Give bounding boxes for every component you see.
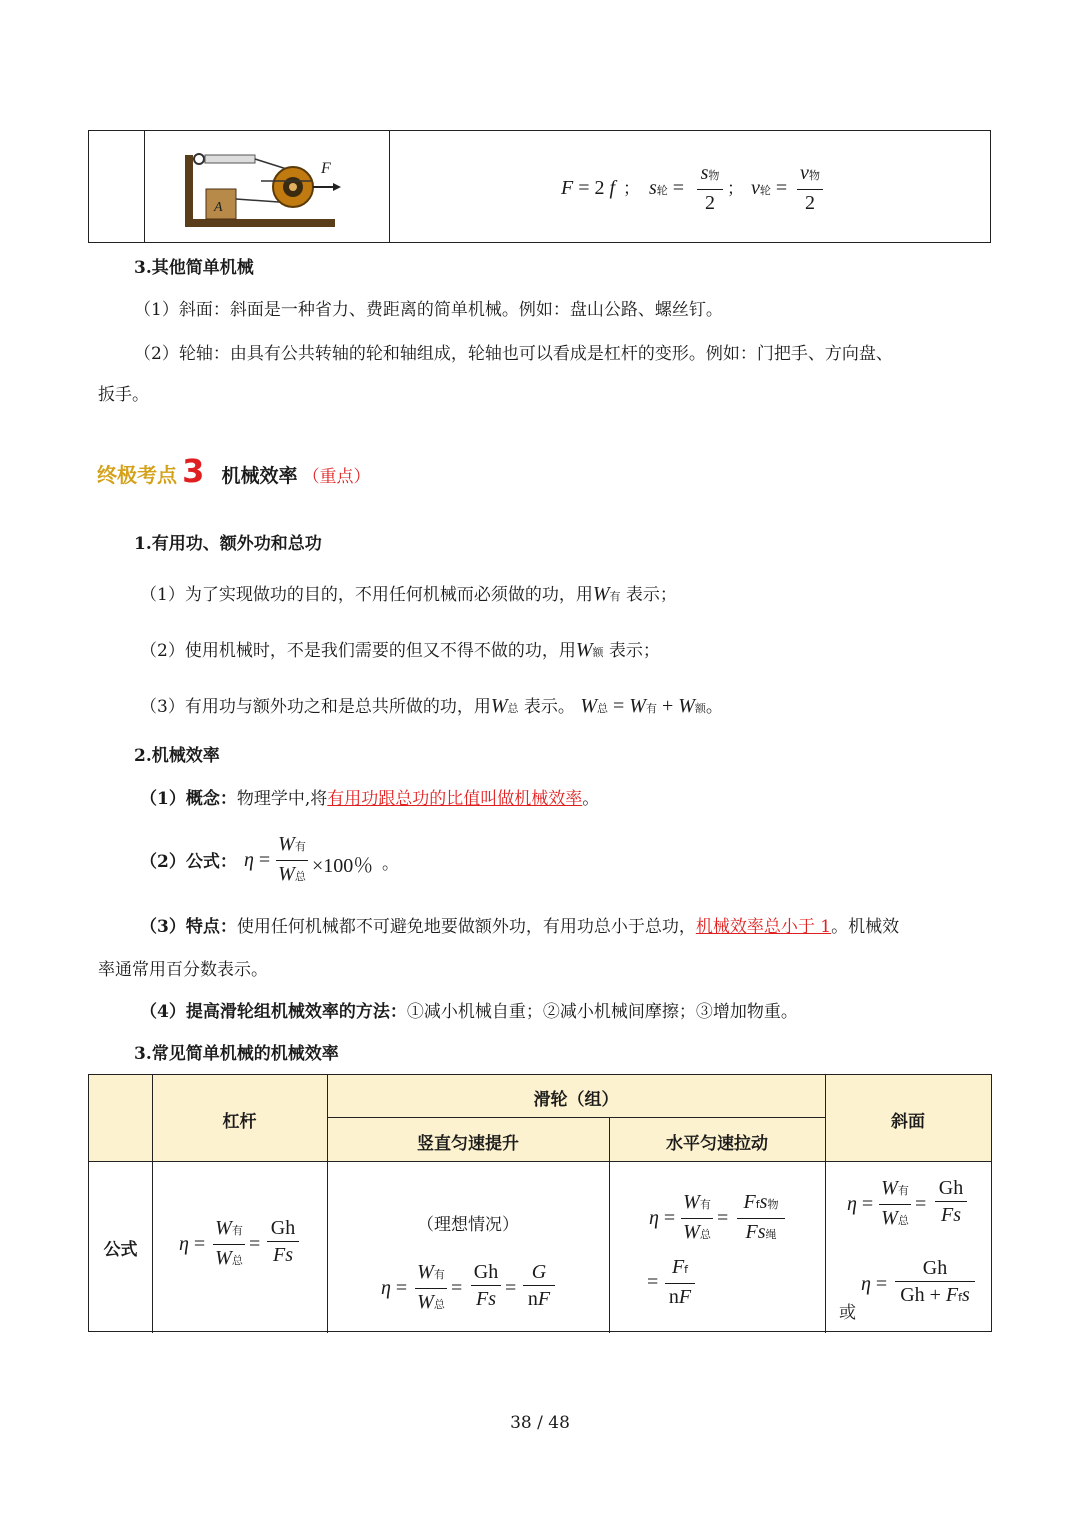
ideal-note: （理想情况） <box>417 1215 519 1235</box>
wheel-axle-item: （2）轮轴：由具有公共转轴的轮和轴组成，轮轴也可以看成是杠杆的变形。例如：门把手、方向盘、 <box>134 344 893 364</box>
formula-label: （2）公式： <box>140 852 237 872</box>
concept-line: （1）概念：物理学中,将有用功跟总功的比值叫做机械效率。 <box>140 789 600 809</box>
force-label: F <box>321 160 331 177</box>
section-title-other: 3.其他简单机械 <box>134 258 254 278</box>
total-work-item: （3）有用功与额外功之和是总共所做的功，用W总 表示。 W总 = W有 + W额。 <box>140 695 723 717</box>
common-title: 3.常见简单机械的机械效率 <box>134 1044 339 1064</box>
efficiency-table: 杠杆 滑轮（组） 竖直匀速提升 水平匀速拉动 斜面 公式 η = W有 W总 = Gh Fs （理想情况） η = W有 W总 = Gh Fs = G nF η = W有 W总 = Ffs物 Fs绳 = Ff nF η = W有 W总 = Gh Fs η = Gh Gh + Ffs 或 <box>88 1074 992 1332</box>
efficiency-title: 2.机械效率 <box>134 746 220 766</box>
feature-line-cont: 率通常用百分数表示。 <box>98 960 268 980</box>
improve-line: （4）提高滑轮组机械效率的方法：①减小机械自重；②减小机械间摩擦；③增加物重。 <box>140 1002 798 1022</box>
block-label: A <box>214 200 223 215</box>
useful-work-item: （1）为了实现做功的目的，不用任何机械而必须做的功，用W有 表示； <box>140 583 677 605</box>
vertical-formula: η = <box>381 1277 408 1299</box>
horizontal-formula: η = <box>649 1207 676 1229</box>
header-pulley: 滑轮（组） <box>533 1090 619 1110</box>
horizontal-pulley-figure <box>181 151 341 231</box>
row-label-formula: 公式 <box>103 1240 138 1260</box>
heading-brand: 终极考点 <box>97 463 177 487</box>
wheel-axle-item-cont: 扳手。 <box>98 385 149 405</box>
extra-work-item: （2）使用机械时，不是我们需要的但又不得不做的功，用W额 表示； <box>140 639 660 661</box>
pulley-table-fragment: A F F = 2 f ； s轮 = s物 2 ； v轮 = v物 2 <box>88 130 991 243</box>
heading-note: （重点） <box>302 467 371 487</box>
page-number: 38 / 48 <box>510 1413 570 1433</box>
heading-number: 3 <box>182 452 205 490</box>
header-incline: 斜面 <box>891 1112 925 1132</box>
efficiency-formula: η = <box>244 849 271 871</box>
feature-line: （3）特点：使用任何机械都不可避免地要做额外功，有用功总小于总功，机械效率总小于 1。机械效 <box>140 917 900 937</box>
top-formula: F = 2 f <box>561 177 616 199</box>
heading-title: 机械效率 <box>221 465 298 487</box>
header-vertical: 竖直匀速提升 <box>417 1134 519 1154</box>
header-lever: 杠杆 <box>222 1112 257 1132</box>
incline-formula-alt: η = <box>861 1273 888 1295</box>
or-text: 或 <box>839 1303 856 1323</box>
topic-heading <box>97 452 371 490</box>
incline-item: （1）斜面：斜面是一种省力、费距离的简单机械。例如：盘山公路、螺丝钉。 <box>134 300 723 320</box>
work-title: 1.有用功、额外功和总功 <box>134 534 322 554</box>
header-horizontal: 水平匀速拉动 <box>666 1134 768 1154</box>
lever-formula: η = <box>179 1233 206 1255</box>
incline-formula: η = <box>847 1193 874 1215</box>
